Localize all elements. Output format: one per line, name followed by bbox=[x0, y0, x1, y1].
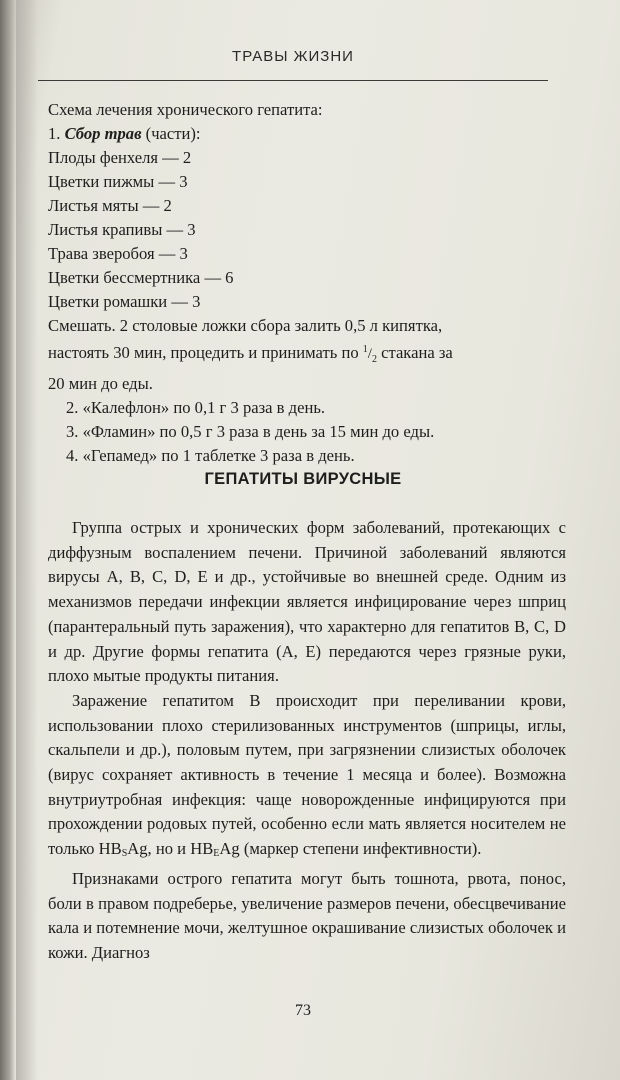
treatment-scheme bbox=[48, 98, 568, 468]
herb-line: Листья мяты — 2 bbox=[48, 196, 172, 215]
herb-line: Плоды фенхеля — 2 bbox=[48, 148, 192, 167]
herb-line: Цветки пижмы — 3 bbox=[48, 172, 188, 191]
spine-shadow bbox=[0, 0, 16, 1080]
drug-line: 4. «Гепамед» по 1 таблетке 3 раза в день. bbox=[66, 446, 355, 465]
paragraph-text: , но и bbox=[147, 839, 187, 859]
fraction-numerator: 1 bbox=[362, 344, 368, 355]
page-number: 73 bbox=[295, 1002, 311, 1019]
mix-instruction-text: стакана за bbox=[381, 343, 453, 362]
herb-line: Листья крапивы — 3 bbox=[48, 220, 196, 239]
drug-line: 3. «Фламин» по 0,5 г 3 раза в день за 15 мин до еды. bbox=[66, 422, 435, 441]
paragraph-text: (маркер степени инфективности). bbox=[243, 839, 482, 859]
marker-hbeag: $HB_EAg$ bbox=[190, 839, 240, 860]
mix-instruction-line: 20 мин до еды. bbox=[48, 374, 153, 393]
paragraph-text: Заражение гепатитом B происходит при переливании крови, использовании плохо стерилизованных инструментов (шприцы, иглы, скальпели и др.), половым путем, при загрязнении слизистых оболочек (вирус сохраняет активность в течение 1 месяца и более). Возможна внутриутробная инфекция: чаще новорожденные инфицируются при прохождении родовых путей, особенно если мать является носителем не только bbox=[48, 690, 566, 859]
scheme-item-1-suffix: (части): bbox=[145, 124, 201, 143]
paragraph bbox=[48, 689, 566, 867]
half-fraction: $^1/_2$ bbox=[362, 344, 377, 365]
scheme-item-1-number: 1. bbox=[48, 124, 61, 143]
scheme-intro: Схема лечения хронического гепатита: bbox=[48, 100, 323, 119]
article-body bbox=[48, 516, 566, 966]
marker-hbsag: $HB_SAg$ bbox=[98, 839, 148, 860]
herb-line: Цветки бессмертника — 6 bbox=[48, 268, 234, 287]
header-rule bbox=[38, 80, 548, 81]
section-title: ГЕПАТИТЫ ВИРУСНЫЕ bbox=[204, 470, 402, 488]
mix-instruction-line bbox=[48, 338, 568, 372]
paragraph: Признаками острого гепатита могут быть тошнота, рвота, понос, боли в правом подреберье, увеличение размеров печени, обесцвечивание кала и потемнение мочи, желтушное окрашивание слизистых оболочек и кожи. Диагноз bbox=[48, 868, 566, 962]
running-header bbox=[38, 44, 548, 86]
running-header-title: ТРАВЫ ЖИЗНИ bbox=[232, 48, 354, 65]
drug-line: 2. «Калефлон» по 0,1 г 3 раза в день. bbox=[66, 398, 326, 417]
fraction-denominator: 2 bbox=[371, 354, 377, 365]
previous-page-edge bbox=[16, 0, 38, 1080]
scheme-item-1-title: Сбор трав bbox=[64, 124, 142, 143]
herb-line: Трава зверобоя — 3 bbox=[48, 244, 188, 263]
mix-instruction-line: Смешать. 2 столовые ложки сбора залить 0,5 л кипятка, bbox=[48, 316, 443, 335]
mix-instruction-text: настоять 30 мин, процедить и принимать по bbox=[48, 343, 359, 362]
paragraph: Группа острых и хронических форм заболеваний, протекающих с диффузным воспалением печени. Причиной заболеваний являются вирусы A, B, C, D, E и др., устойчивые во внешней среде. Одним из механизмов передачи инфекции является инфицирование через шприц (парантеральный путь заражения), что характерно для гепатитов B, C, D и др. Другие формы гепатита (A, E) передаются через грязные руки, плохо мытые продукты питания. bbox=[48, 518, 566, 686]
herb-line: Цветки ромашки — 3 bbox=[48, 292, 201, 311]
scheme-item-1 bbox=[48, 122, 568, 146]
